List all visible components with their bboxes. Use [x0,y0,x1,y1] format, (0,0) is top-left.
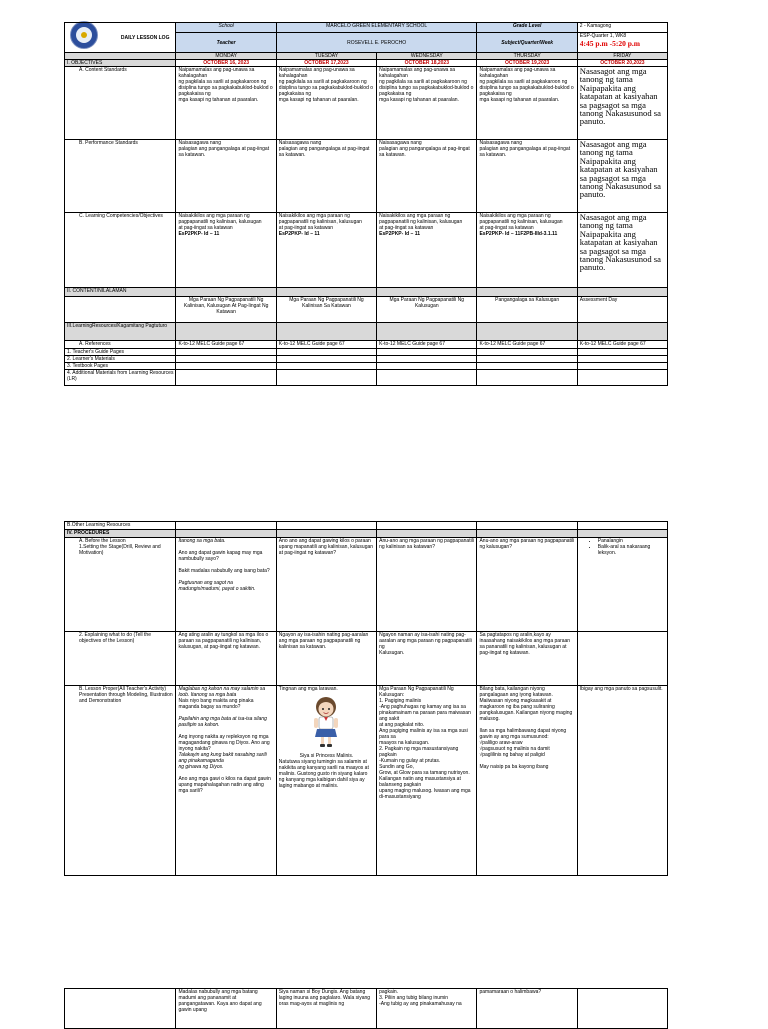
before-mon-line: Bakit madalas nabubully ang isang bata? [178,568,270,574]
blank-cell [176,522,276,530]
explaining-monday: Ang ating aralin ay tungkol sa mga ilos o paraan sa pagpapanatili ng kalinisan, kalusugan, at pag-iingat ng katawan. [176,632,276,686]
blank-cell [377,530,477,538]
content-standards-label: A. Content Standards [65,67,176,140]
competency-cell [276,213,376,288]
before-lesson-wednesday: Anu-ano ang mga paraan ng pagpapanatili ng kalinisan sa katawan? [377,538,477,632]
date-header: OCTOBER 16, 2023 [176,60,276,67]
date-header: OCTOBER 17,2023 [276,60,376,67]
grade-label: Grade Level [477,23,577,33]
explaining-tuesday: Ngayon ay isa-isahin nating pag-aaralan ang mga paraan ng pagpapanatili ng kalinisan sa katawan. [276,632,376,686]
content-standard-text: Naipamamalas ang pag-unawa sa kahalagahan ng pagkilala sa sarili at pagkakaroon ng disiplina tungo sa pagkakabuklod-buklod o pagkakaisa ng mga kasapi ng tahanan at paaralan. [276,67,376,140]
blank-cell [176,349,276,356]
resource-row-label: 1. Teacher's Guide Pages [65,349,176,356]
lesson-proper-friday: Ibigay ang mga panuto sa pagsusulit. [577,686,667,876]
blank-cell [176,370,276,386]
reference-text: K-to-12 MELC Guide page 67 [577,341,667,349]
blank-cell [577,349,667,356]
blank-cell [276,530,376,538]
resource-row-label: 3. Textbook Pages [65,363,176,370]
competencies-label: C. Learning Competencies/Objectives [65,213,176,288]
blank-cell [477,288,577,297]
proper-tue-line: Natutuwa siyang tumingin sa salamin at nakikita ang kanyang sarili na maayos at malinis. Gustong gusto rin siyang kalaro ng kanyang mga kaibigan dahil siya ay laging mabango at malinis. [278,759,369,789]
content-standard-text: Naipamamalas ang pag-unawa sa kahalagahan ng pagkilala sa sarili at pagkakaroon ng disiplina tungo sa pagkakabuklod-buklod o pagkakaisa ng mga kasapi ng tahanan at paaralan. [477,67,577,140]
blank-cell [65,53,176,60]
day-header: MONDAY [176,53,276,60]
date-header: OCTOBER 20,2023 [577,60,667,67]
performance-standard-text: Naisasagawa nang palagian ang pangangalaga at pag-iingat sa katawan. [176,140,276,213]
proper-mon-line: Maglabas ng kahon na may salamin sa loob. Itanong sa mga bata [178,686,266,698]
lesson-proper-thursday: Bilang bata, kailangan niyong pangalagaan ang iyong katawan. Maiiwasan niyong magkasakit at magkaroon ng iba pang suliraning pangkalusugan. Kailangan niyong maging malusog. Ilan sa mga halimbawang dapat niyong gawin ay ang mga sumusunod: √paliligo araw-araw √pagsusuot ng malinis na damit √paglilinis ng bahay at paligid May naisip pa ba kayong ibang [477,686,577,876]
blank-cell [276,363,376,370]
before-mon-line: Itanong sa mga bata. [178,538,226,544]
content-topic: Mga Paraan Ng Pagpapanatili Ng Kalusugan [377,297,477,323]
blank-cell [477,530,577,538]
session-time: 4:45 p.m -5:20 p.m [579,39,641,48]
blank-cell [176,530,276,538]
content-topic: Pangangalaga sa Kalusugan [477,297,577,323]
blank-cell [477,522,577,530]
content-standard-text: Naipamamalas ang pag-unawa sa kahalagahan ng pagkilala sa sarili at pagkakaroon ng disiplina tungo sa pagkakabuklod-buklod o pagkakaisa ng mga kasapi ng tahanan at paaralan. [377,67,477,140]
blank-cell [577,370,667,386]
content-topic: Assessment Day [577,297,667,323]
friday-objective-text: Nasasagot ang mga tanong ng tama Naipapakita ang katapatan at kasiyahan sa pagsagot sa mga tanong Nakasusunod sa panuto. [577,140,667,213]
blank-cell [176,288,276,297]
day-header: FRIDAY [577,53,667,60]
subject-label: Subject/Quarter/Week [477,33,577,53]
blank-cell [65,989,176,1029]
continued-thursday: pamamaraan o halimbawa? [477,989,577,1029]
day-header: THURSDAY [477,53,577,60]
blank-cell [276,522,376,530]
resources-heading: III.LearningResources/Kagamitang Pagtuturo [65,323,176,341]
reference-text: K-to-12 MELC Guide page 67 [477,341,577,349]
competency-cell [477,213,577,288]
blank-cell [176,356,276,363]
lesson-proper-monday [176,686,276,876]
friday-objective-text: Nasasagot ang mga tanong ng tama Naipapakita ang katapatan at kasiyahan sa pagsagot sa mga tanong Nakasusunod sa panuto. [577,67,667,140]
proper-mon-line: Papilahin ang mga bata at isa-isa silang pasilipin sa kahon. [178,716,267,728]
proper-mon-line: Ano ang mga gawi o kilos na dapat gawin upang mapahalagahan natin ang ating mga sarili? [178,776,271,794]
subject-value: ESP-Quarter 1, WK8 [579,33,627,39]
blank-cell [477,349,577,356]
explaining-label: 2. Explaining what to do (Tell the objectives of the Lesson) [65,632,176,686]
lesson-proper-label: B. Lesson Proper(All Teacher's Activity) Presentation through Modeling, Illustration and Demonstration [65,686,176,876]
continued-monday: Madalas nabubully ang mga batang madumi ang pananamit at pangangatawan. Kaya ano dapat ang gawin upang [176,989,276,1029]
blank-cell [477,363,577,370]
blank-cell [377,522,477,530]
blank-cell [276,288,376,297]
before-lesson-label: A. Before the Lesson 1.Setting the Stage(Drill, Review and Motivation) [65,538,176,632]
proper-mon-line: Talakayin ang kung bakit nasabing sarili ang pinakamaganda [178,752,267,764]
proper-mon-line: Ang inyong nakita ay repleksyon ng mga magagandang ginawa ng Diyos. Ano ang inyong nakita? [178,734,270,752]
blank-cell [577,522,667,530]
lesson-log-table-page2 [64,521,668,876]
reference-text: K-to-12 MELC Guide page 67 [377,341,477,349]
date-header: OCTOBER 18,2023 [377,60,477,67]
content-topic: Mga Paraan Ng Pagpapanatili Ng Kalinisan Sa Katawan [276,297,376,323]
blank-cell [577,530,667,538]
competency-text: Naisakikilos ang mga paraan ng pagpapanatili ng kalinisan, kalusugan at pag-iingat sa katawan [178,213,262,231]
reference-text: K-to-12 MELC Guide page 67 [276,341,376,349]
blank-cell [577,363,667,370]
blank-cell [276,356,376,363]
school-label: School [176,23,276,33]
list-item: • Panalangin [598,538,665,544]
list-item: • Balik-aral sa nakaraang leksyon. [598,544,665,556]
performance-standard-text: Naisasagawa nang palagian ang pangangalaga at pag-iingat sa katawan. [377,140,477,213]
before-lesson-friday [577,538,667,632]
blank-cell [377,356,477,363]
blank-cell [477,370,577,386]
competency-text: Naisakikilos ang mga paraan ng pagpapanatili ng kalinisan, kalusugan at pag-iingat sa katawan [479,213,563,231]
blank-cell [577,323,667,341]
competency-code: EsP2PKP- Id – 11 [379,231,420,237]
blank-cell [176,323,276,341]
performance-standard-text: Naisasagawa nang palagian ang pangangalaga at pag-iingat sa katawan. [477,140,577,213]
procedures-heading: IV. PROCEDURES [65,530,176,538]
blank-cell [377,363,477,370]
competency-code: EsP2PKP- Id – 11F2PB-IIId-3.1.11 [479,231,558,237]
teacher-label: Teacher [176,33,276,53]
content-topic: Mga Paraan Ng Pagpapanatili Ng Kalinisan, Kalusugan At Pag-Iingat Ng Katawan [176,297,276,323]
blank-cell [577,632,667,686]
explaining-wednesday: Ngayon naman ay isa-isahi nating pag-aaralan ang mga paraan ng pagpapanatili ng Kalusugan. [377,632,477,686]
lesson-log-table-page3 [64,988,668,1029]
competency-code: EsP2PKP- Id – 11 [178,231,220,237]
blank-cell [577,356,667,363]
competency-cell [176,213,276,288]
competency-text: Naisakikilos ang mga paraan ng pagpapanatili ng kalinisan, kalusugan at pag-iingat sa katawan [278,213,362,231]
before-lesson-monday [176,538,276,632]
competency-cell [377,213,477,288]
blank-cell [477,356,577,363]
blank-cell [377,323,477,341]
before-mon-line: Pagtuunan ang sagot na madungis/madumi, payat o sakitin. [178,580,256,592]
lesson-proper-wednesday: Mga Paraan Ng Pagpapanatili Ng Kalusugan: 1. Pagiging malinis -Ang paghuhugas ng kamay ang isa sa pinakamainam na paraan para maiwasan ang sakit at ang pagkalat nito. Ang pagiging malinis ay isa sa mga susi para sa maayos na kalusugan. 2. Pagkain ng mga masustansiyang pagkain -Kumain ng gulay at prutas. Sundin ang Go, Grow, at Glow para sa tamang nutrisyon. Kailangan natin ang masustansiya at balanseng pagkain upang maging malusog. Iwasan ang mga di-masustansiyang [377,686,477,876]
content-heading: II. CONTENT/NILALAMAN [65,288,176,297]
competency-text: Naisakikilos ang mga paraan ng pagpapanatili ng kalinisan, kalusugan at pag-iingat sa katawan [379,213,463,231]
resource-row-label: 2. Learner's Materials [65,356,176,363]
resource-row-label: 4. Additional Materials from Learning Resources (LR) [65,370,176,386]
explaining-thursday: Sa pagtatapos ng aralin,kayo ay inaasahang naisakikilos ang mga paraan sa pananatili ng kalinisan, kalusugan at pag-iingat ng katawan. [477,632,577,686]
continued-wednesday: pagkain. 3. Piliin ang tubig bilang inumin -Ang tubig ay ang pinakamahusay na [377,989,477,1029]
before-lesson-tuesday: Ano ano ang dapat gawing kilos o paraan upang mapanatili ang kalinisan, kalusugan at pag-iingat ng katawan? [276,538,376,632]
performance-standards-label: B. Performance Standards [65,140,176,213]
blank-cell [377,370,477,386]
blank-cell [176,363,276,370]
competency-code: EsP2PKP- Id – 11 [278,231,320,237]
other-resources-label: B.Other Learning Resources [65,522,176,530]
before-lesson-thursday: Anu-ano ang mga paraan ng pagpapanatili ng kalusugan? [477,538,577,632]
teacher-name: ROSEVELL E. PEROCHO [276,33,477,53]
proper-mon-line: Nais niyo bang makita ang pinaka maganda bagay sa mundo? [178,698,254,710]
before-mon-line: Ano ang dapat gawin kapag may mga nambubully sayo? [178,550,263,562]
references-label: A. References [65,341,176,349]
day-header: WEDNESDAY [377,53,477,60]
date-header: OCTOBER 19,2023 [477,60,577,67]
blank-cell [65,297,176,323]
subject-time-cell [577,33,667,53]
blank-cell [276,349,376,356]
blank-cell [577,288,667,297]
proper-mon-line: ng ginawa ng Diyos. [178,764,224,770]
lesson-proper-tuesday [276,686,376,876]
performance-standard-text: Naisasagawa nang palagian ang pangangalaga at pag-iingat sa katawan. [276,140,376,213]
content-standard-text: Naipamamalas ang pag-unawa sa kahalagahan ng pagkilala sa sarili at pagkakaroon ng disiplina tungo sa pagkakabuklod-buklod o pagkakaisa ng mga kasapi ng tahanan at paaralan. [176,67,276,140]
blank-cell [577,989,667,1029]
proper-tue-line: Siya si Princess Malinis. [299,753,354,759]
continued-tuesday: Siya naman si Boy Dungis. Ang batang laging inuuna ang paglalaro. Wala siyang oras mag-ayos at maglinis ng [276,989,376,1029]
blank-cell [276,323,376,341]
lesson-log-table-page1 [64,22,668,386]
day-header: TUESDAY [276,53,376,60]
friday-objective-text: Nasasagot ang mga tanong ng tama Naipapakita ang katapatan at kasiyahan sa pagsagot sa mga tanong Nakasusunod sa panuto. [577,213,667,288]
blank-cell [377,288,477,297]
blank-cell [377,349,477,356]
blank-cell [276,370,376,386]
school-name: MARCELO GREEN ELEMENTARY SCHOOL [276,23,477,33]
log-title: DAILY LESSON LOG [65,23,176,53]
proper-tue-line: Tingnan ang mga larawan. [278,686,338,692]
objectives-heading: I. OBJECTIVES [65,60,176,67]
grade-value: 2 - Kamagong [577,23,667,33]
schoolgirl-illustration [308,695,344,749]
reference-text: K-to-12 MELC Guide page 67 [176,341,276,349]
blank-cell [477,323,577,341]
